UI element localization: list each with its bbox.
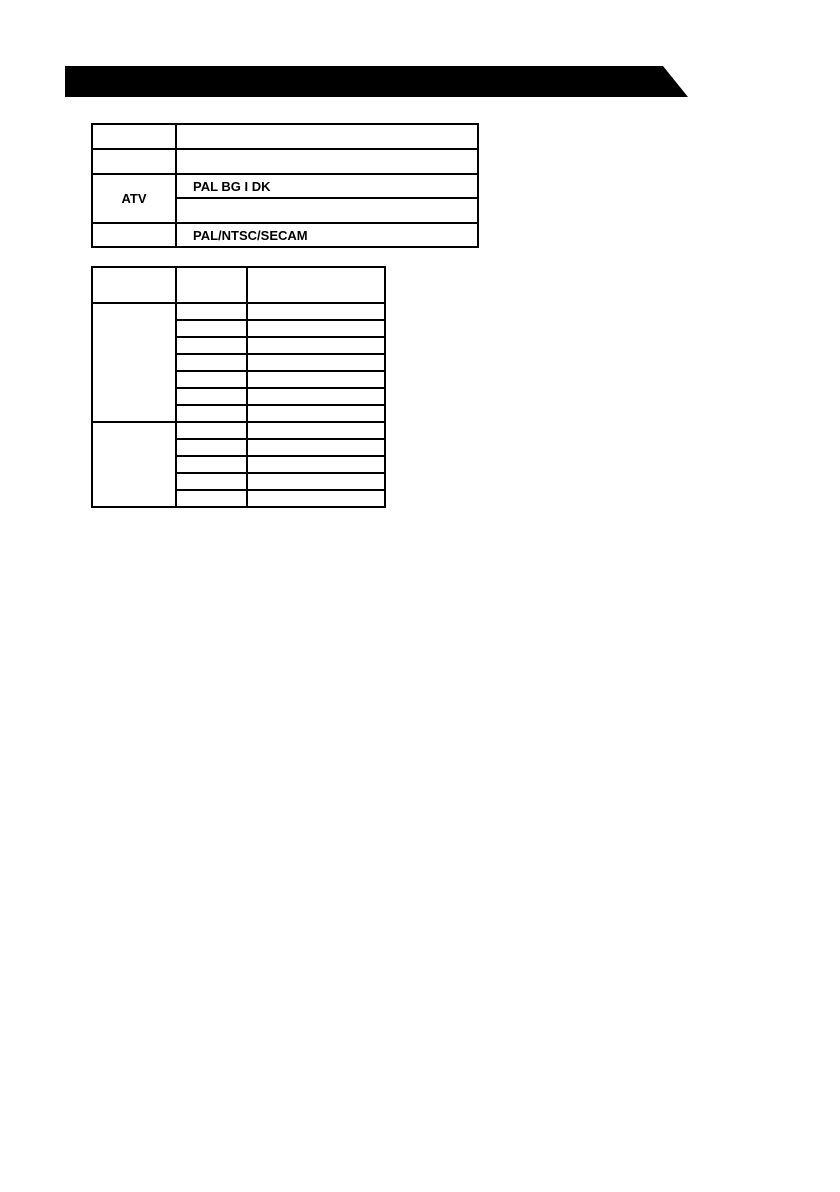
grid-cell — [176, 320, 247, 337]
grid-cell — [176, 405, 247, 422]
spec-value: PAL/NTSC/SECAM — [176, 223, 478, 247]
spec-row — [92, 174, 478, 198]
grid-cell — [247, 456, 385, 473]
spec-value — [176, 149, 478, 174]
grid-cell — [247, 303, 385, 320]
grid-cell — [247, 439, 385, 456]
spec-value: PAL BG I DK — [176, 174, 478, 198]
grid-cell — [176, 422, 247, 439]
grid-cell — [176, 490, 247, 507]
spec-label-atv: ATV — [92, 174, 176, 223]
grid-cell — [247, 422, 385, 439]
spec-table — [91, 123, 479, 248]
grid-cell — [176, 354, 247, 371]
grid-cell — [176, 439, 247, 456]
grid-cell — [247, 388, 385, 405]
grid-header-cell — [176, 267, 247, 303]
spec-value — [176, 198, 478, 223]
spec-row — [92, 223, 478, 247]
section-header-bar — [0, 0, 840, 100]
spec-label — [92, 124, 176, 149]
grid-group-label — [92, 422, 176, 507]
grid-cell — [176, 371, 247, 388]
grid-cell — [176, 388, 247, 405]
spec-label — [92, 223, 176, 247]
spec-value — [176, 124, 478, 149]
header-bar-shape — [65, 66, 688, 97]
grid-cell — [176, 473, 247, 490]
grid-cell — [176, 303, 247, 320]
grid-header-cell — [92, 267, 176, 303]
grid-cell — [176, 456, 247, 473]
grid-cell — [247, 320, 385, 337]
grid-cell — [247, 337, 385, 354]
spec-row — [92, 124, 478, 149]
grid-group-label — [92, 303, 176, 422]
grid-row — [92, 303, 385, 320]
grid-cell — [247, 473, 385, 490]
grid-cell — [247, 354, 385, 371]
grid-row — [92, 422, 385, 439]
grid-table — [91, 266, 386, 508]
grid-header-row — [92, 267, 385, 303]
spec-row — [92, 149, 478, 174]
grid-cell — [247, 405, 385, 422]
grid-cell — [176, 337, 247, 354]
spec-label — [92, 149, 176, 174]
grid-cell — [247, 371, 385, 388]
grid-header-cell — [247, 267, 385, 303]
grid-cell — [247, 490, 385, 507]
